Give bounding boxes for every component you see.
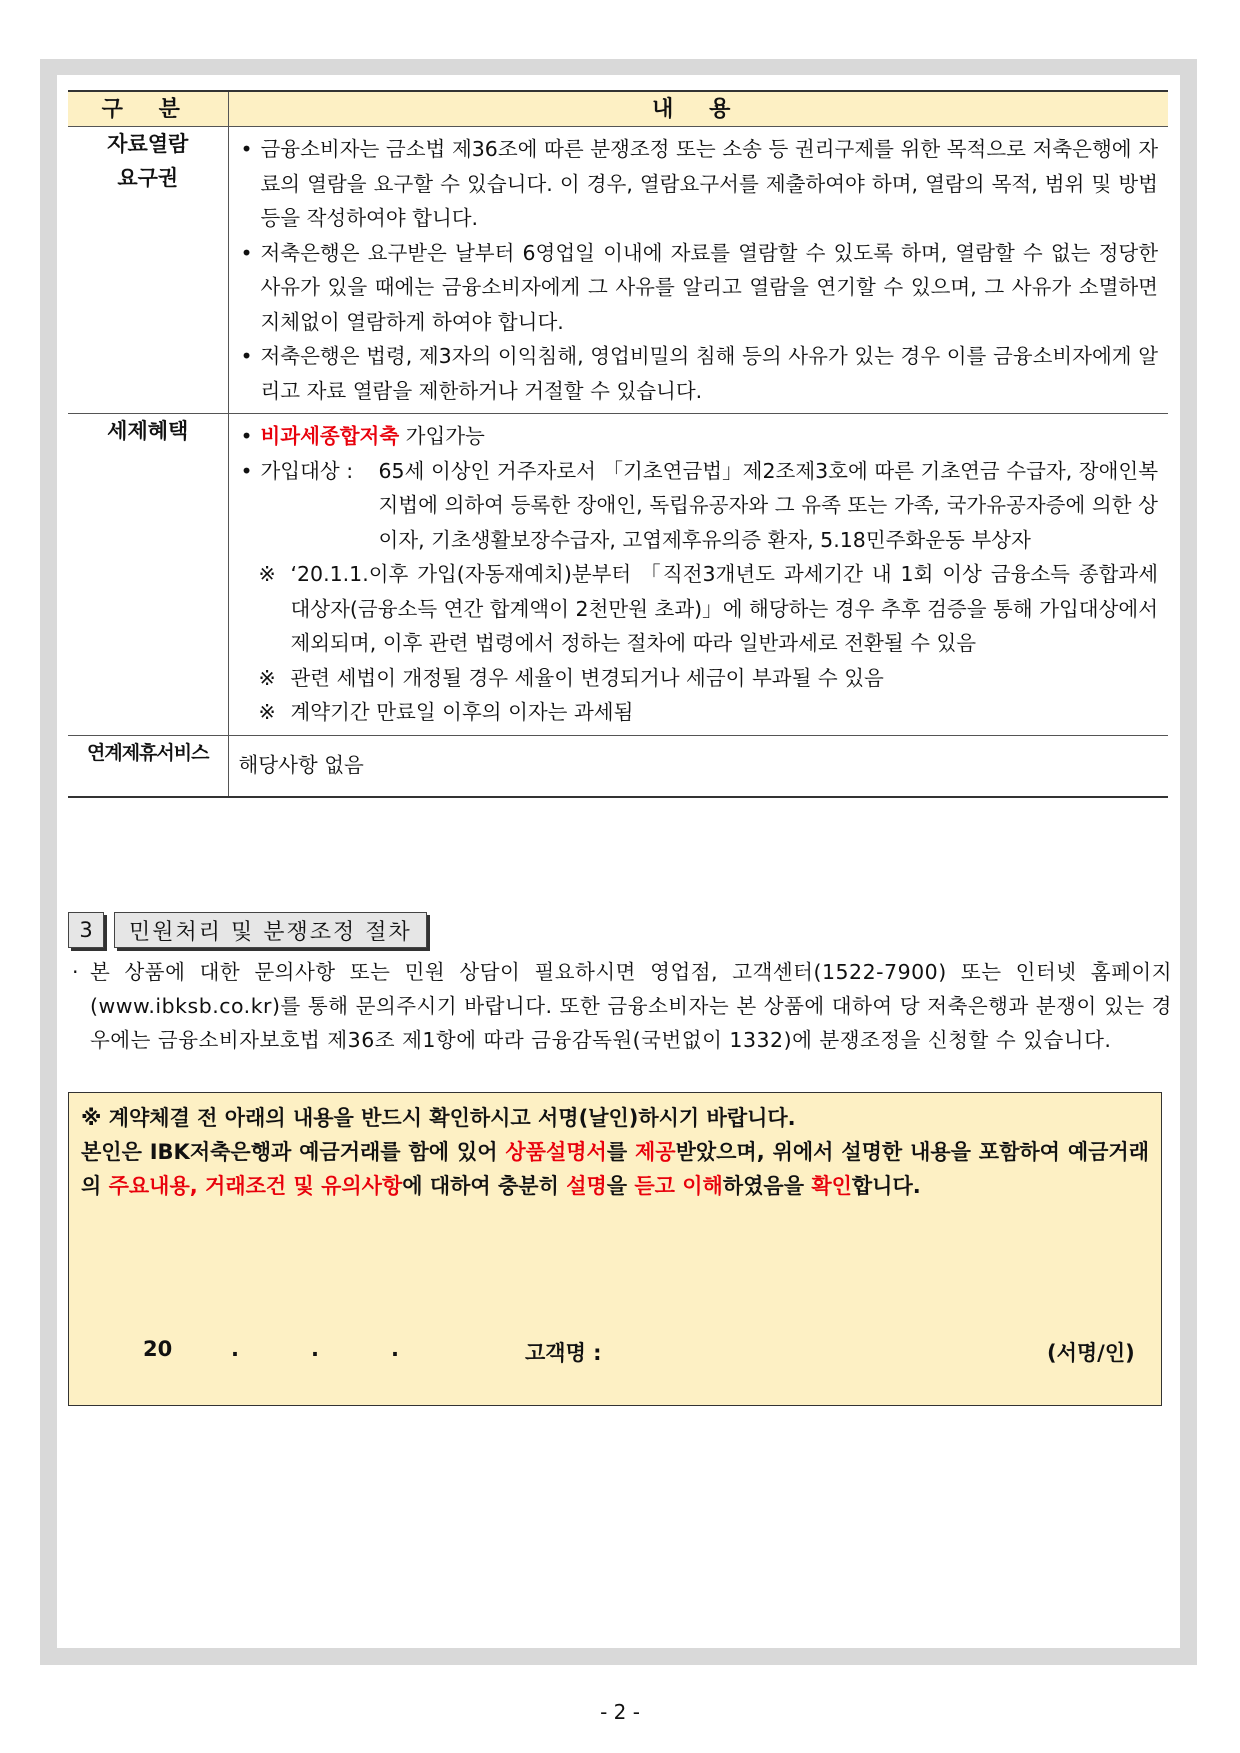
list-item: • 저축은행은 법령, 제3자의 이익침해, 영업비밀의 침해 등의 사유가 있는 경우 이를 금융소비자에게 알리고 자료 열람을 제한하거나 거절할 수 있습니다. — [240, 344, 1158, 403]
section-3-body — [72, 955, 1172, 1057]
row-label-tax: 세제혜택 — [107, 419, 189, 443]
page-number: - 2 - — [600, 1700, 640, 1724]
sign-dot: . — [231, 1337, 239, 1361]
table-row-partner — [68, 735, 1168, 797]
table-row-data-access — [68, 127, 1168, 414]
section-title: 민원처리 및 분쟁조정 절차 — [114, 912, 427, 948]
list-item: • 비과세종합저축 가입가능 — [240, 424, 485, 448]
signature-label: (서명/인) — [1047, 1341, 1135, 1365]
table-row-tax — [68, 414, 1168, 736]
tax-product-name: 비과세종합저축 — [260, 424, 400, 448]
target-label: 가입대상 : — [260, 458, 354, 483]
header-category: 구 분 — [68, 91, 228, 127]
row-content-partner: 해당사항 없음 — [228, 735, 1168, 797]
sign-year: 20 — [143, 1337, 173, 1361]
note-item: ※ 관련 세법이 개정될 경우 세율이 변경되거나 세금이 부과될 수 있음 — [258, 665, 884, 690]
confirmation-box — [68, 1092, 1162, 1406]
note-item: ※ 계약기간 만료일 이후의 이자는 과세됨 — [258, 700, 634, 724]
product-info-table — [68, 90, 1168, 798]
list-item: • 가입대상 : 65세 이상인 거주자로서 「기초연금법」제2조제3호에 따른 기초연금 수급자, 장애인복지법에 의하여 등록한 장애인, 독립유공자와 그 유족 또는 가족, 국가유공자증에 의한 상이자, 기초생활보장수급자, 고엽제후유의증 환자, 5.18민주화운동 부상자 — [239, 454, 1159, 558]
row-label-partner: 연계제휴서비스 — [87, 741, 209, 764]
note-item: ※ ‘20.1.1.이후 가입(자동재예치)분부터 「직전3개년도 과세기간 내 1회 이상 금융소득 종합과세 대상자(금융소득 연간 합계액이 2천만원 초과)」에 해당하는 경우 추후 검증을 통해 가입대상에서 제외되며, 이후 관련 법령에서 정하는 절차에 따라 일반과세로 전환될 수 있음 — [258, 562, 1158, 655]
row-label-data-access: 자료열람 요구권 — [107, 132, 189, 190]
signature-row — [69, 1337, 1161, 1371]
table-header-row — [68, 91, 1168, 127]
section-3-heading — [68, 912, 427, 948]
confirm-notice: ※ 계약체결 전 아래의 내용을 반드시 확인하시고 서명(날인)하시기 바랍니다. — [81, 1106, 796, 1130]
row-content-tax — [228, 414, 1168, 736]
customer-name-label: 고객명 : — [525, 1341, 602, 1365]
target-text: 65세 이상인 거주자로서 「기초연금법」제2조제3호에 따른 기초연금 수급자, 장애인복지법에 의하여 등록한 장애인, 독립유공자와 그 유족 또는 가족, 국가유공자증에 의한 상이자, 기초생활보장수급자, 고엽제후유의증 환자, 5.18민주화운동 부상자 — [378, 458, 1158, 552]
header-content: 내 용 — [228, 91, 1168, 127]
confirm-statement: 본인은 IBK저축은행과 예금거래를 함에 있어 상품설명서를 제공받았으며, 위에서 설명한 내용을 포함하여 예금거래의 주요내용, 거래조건 및 유의사항에 대하여 충분히 설명을 듣고 이해하였음을 확인합니다. — [81, 1140, 1149, 1198]
list-item: · 본 상품에 대한 문의사항 또는 민원 상담이 필요하시면 영업점, 고객센터(1522-7900) 또는 인터넷 홈페이지(www.ibksb.co.kr)를 통해 문의주시기 바랍니다. 또한 금융소비자는 본 상품에 대하여 당 저축은행과 분쟁이 있는 경우에는 금융소비자보호법 제36조 제1항에 따라 금융감독원(국번없이 1332)에 분쟁조정을 신청할 수 있습니다. — [72, 960, 1172, 1052]
list-item: • 금융소비자는 금소법 제36조에 따른 분쟁조정 또는 소송 등 권리구제를 위한 목적으로 저축은행에 자료의 열람을 요구할 수 있습니다. 이 경우, 열람요구서를 제출하여야 하며, 열람의 목적, 범위 및 방법 등을 작성하여야 합니다. — [240, 137, 1158, 230]
section-number: 3 — [68, 912, 104, 948]
sign-dot: . — [311, 1337, 319, 1361]
list-item: • 저축은행은 요구받은 날부터 6영업일 이내에 자료를 열람할 수 있도록 하며, 열람할 수 없는 정당한 사유가 있을 때에는 금융소비자에게 그 사유를 알리고 열람을 연기할 수 있으며, 그 사유가 소멸하면 지체없이 열람하게 하여야 합니다. — [240, 240, 1158, 334]
row-content-data-access — [228, 127, 1168, 414]
sign-dot: . — [391, 1337, 399, 1361]
